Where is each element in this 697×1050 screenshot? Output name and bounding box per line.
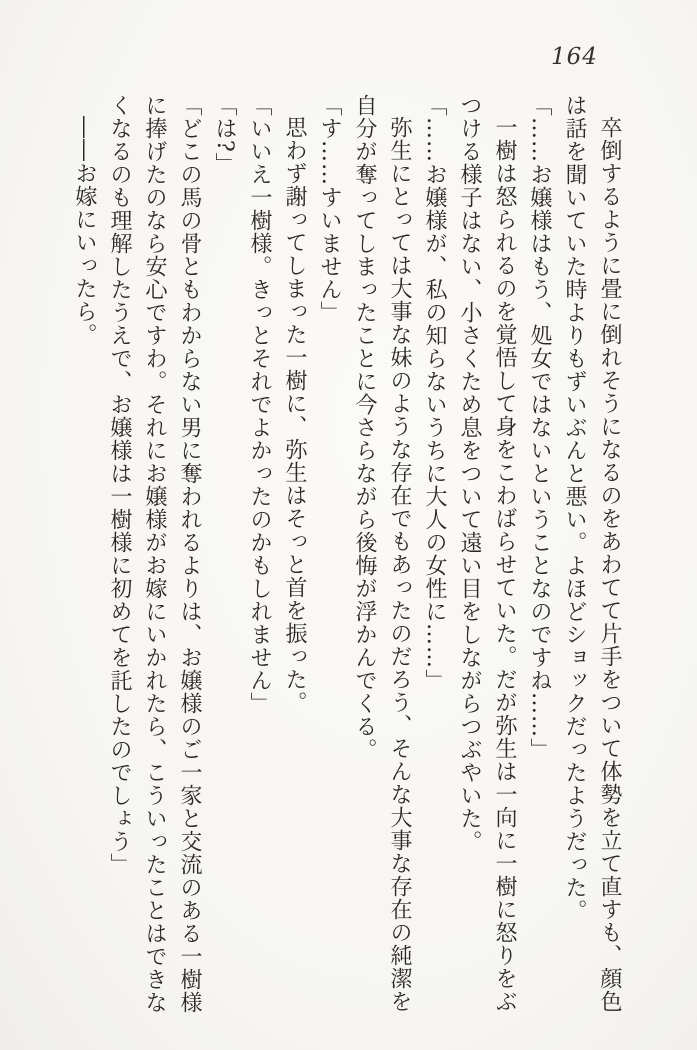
- text-block: [67, 94, 627, 1016]
- paragraph: 思わず謝ってしまった一樹に、弥生はそっと首を振った。: [282, 116, 307, 714]
- paragraph: 「は?」: [212, 94, 237, 176]
- paragraph: 「……お嬢様が、私の知らないうちに大人の女性に……」: [422, 94, 447, 692]
- paragraph: 弥生にとっては大事な妹のような存在でもあったのだろう、そんな大事な存在の純潔を自分が奪ってしまったことに今さらながら後悔が浮かんでくる。: [352, 94, 412, 1013]
- paragraph: 「……お嬢様はもう、処女ではないということなのですね……」: [527, 94, 552, 761]
- paragraph: 「す……すいません」: [317, 94, 342, 324]
- paragraph: 「どこの馬の骨ともわからない男に奪われるよりは、お嬢様のご一家と交流のある一樹様に捧げたのなら安心ですわ。それにお嬢様がお嫁にいかれたら、こういったことはできなくなるのも理解したうえで、お嬢様は一樹様に初めてを託したのでしょう」: [107, 94, 202, 1014]
- paragraph: 一樹は怒られるのを覚悟して身をこわばらせていた。だが弥生は一向に一樹に怒りをぶつける様子はない、小さくため息をついて遠い目をしながらつぶやいた。: [457, 94, 517, 1013]
- paragraph: 卒倒するように畳に倒れそうになるのをあわてて片手をついて体勢を立て直すも、顔色は話を聞いていた時よりもずいぶんと悪い。よほどショックだったようだった。: [562, 94, 622, 1013]
- page-number: 164: [551, 44, 598, 70]
- paragraph: ――お嫁にいったら。: [72, 116, 97, 346]
- paragraph: 「いいえ一樹様。きっとそれでよかったのかもしれません」: [247, 94, 272, 715]
